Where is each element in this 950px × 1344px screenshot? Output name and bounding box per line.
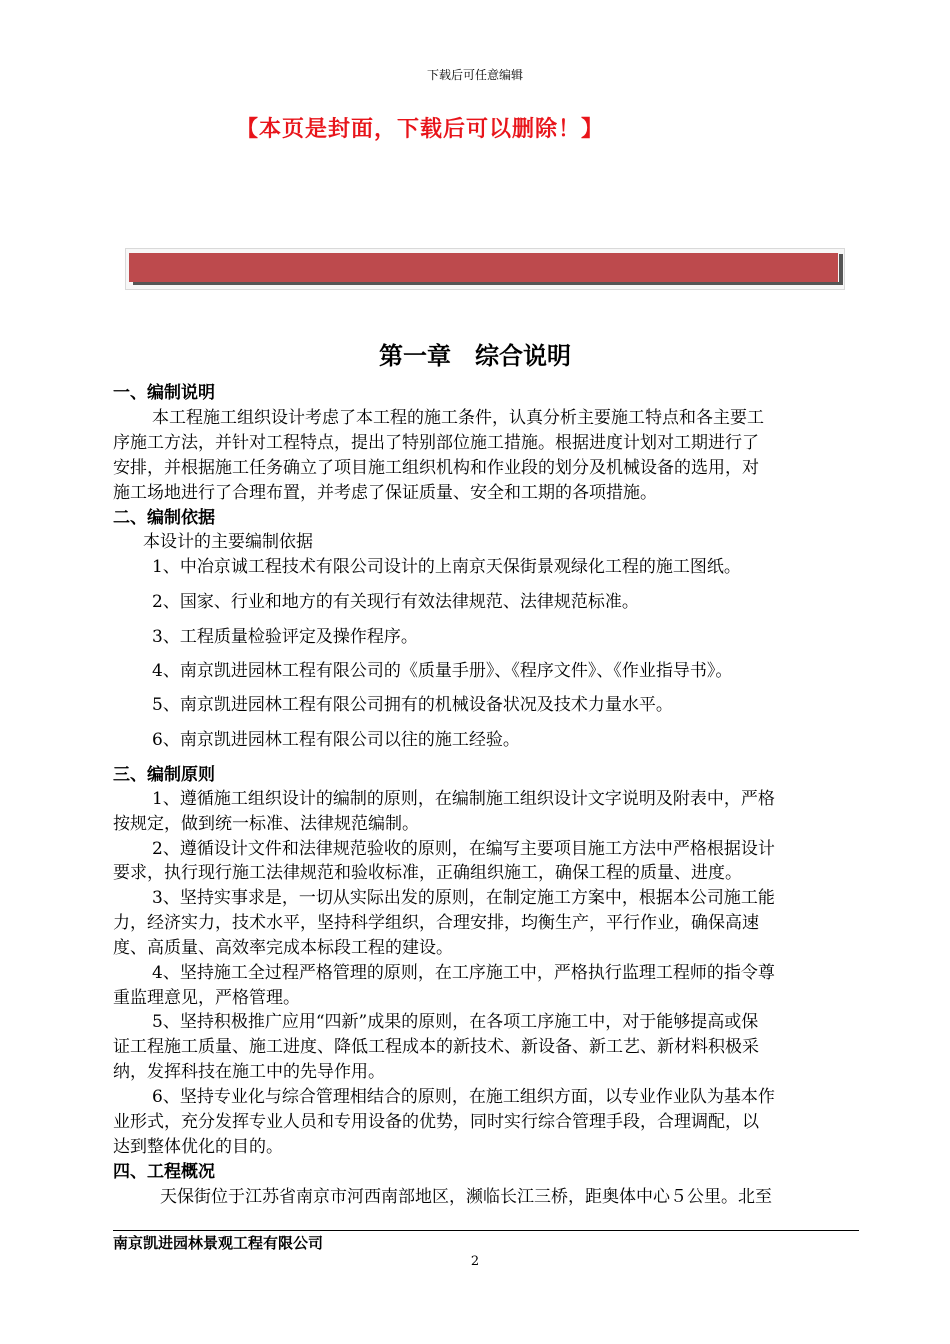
paragraph-line: 序施工方法，并针对工程特点，提出了特别部位施工措施。根据进度计划对工期进行了 <box>113 433 759 453</box>
paragraph-line: 力，经济实力，技术水平，坚持科学组织，合理安排，均衡生产，平行作业，确保高速 <box>113 913 759 933</box>
paragraph-line: 6、坚持专业化与综合管理相结合的原则，在施工组织方面，以专业作业队为基本作 <box>152 1087 775 1107</box>
list-item: 5、南京凯进园林工程有限公司拥有的机械设备状况及技术力量水平。 <box>152 695 673 715</box>
section-intro: 本设计的主要编制依据 <box>143 532 313 552</box>
paragraph-line: 2、遵循设计文件和法律规范验收的原则，在编写主要项目施工方法中严格根据设计 <box>152 839 775 859</box>
paragraph-line: 要求，执行现行施工法律规范和验收标准，正确组织施工，确保工程的质量、进度。 <box>113 863 742 883</box>
paragraph-line: 3、坚持实事求是，一切从实际出发的原则，在制定施工方案中，根据本公司施工能 <box>152 888 775 908</box>
paragraph-line: 按规定，做到统一标准、法律规范编制。 <box>113 814 419 834</box>
page-number: 2 <box>470 1254 480 1269</box>
chapter-title: 第一章 综合说明 <box>379 342 571 370</box>
paragraph-line: 本工程施工组织设计考虑了本工程的施工条件，认真分析主要施工特点和各主要工 <box>152 408 764 428</box>
list-item: 6、南京凯进园林工程有限公司以往的施工经验。 <box>152 730 520 750</box>
paragraph-line: 天保街位于江苏省南京市河西南部地区，濒临长江三桥，距奥体中心５公里。北至 <box>160 1187 772 1207</box>
section-heading-4: 四、工程概况 <box>113 1162 215 1182</box>
paragraph-line: 安排，并根据施工任务确立了项目施工组织机构和作业段的划分及机械设备的选用，对 <box>113 458 759 478</box>
section-heading-2: 二、编制依据 <box>113 508 215 528</box>
paragraph-line: 5、坚持积极推广应用“四新”成果的原则，在各项工序施工中，对于能够提高或保 <box>152 1012 759 1032</box>
list-item: 3、工程质量检验评定及操作程序。 <box>152 627 418 647</box>
list-item: 1、中冶京诚工程技术有限公司设计的上南京天保街景观绿化工程的施工图纸。 <box>152 557 741 577</box>
section-heading-1: 一、编制说明 <box>113 383 215 403</box>
paragraph-line: 业形式，充分发挥专业人员和专用设备的优势，同时实行综合管理手段，合理调配，以 <box>113 1112 759 1132</box>
paragraph-line: 4、坚持施工全过程严格管理的原则，在工序施工中，严格执行监理工程师的指令尊 <box>152 963 775 983</box>
list-item: 4、南京凯进园林工程有限公司的《质量手册》、《程序文件》、《作业指导书》。 <box>152 661 733 681</box>
paragraph-line: 纳，发挥科技在施工中的先导作用。 <box>113 1062 385 1082</box>
paragraph-line: 证工程施工质量、施工进度、降低工程成本的新技术、新设备、新工艺、新材料积极采 <box>113 1037 759 1057</box>
decorative-banner <box>125 248 845 290</box>
paragraph-line: 1、遵循施工组织设计的编制的原则，在编制施工组织设计文字说明及附表中，严格 <box>152 789 775 809</box>
footer-company: 南京凯进园林景观工程有限公司 <box>113 1234 324 1252</box>
footer-divider <box>113 1230 859 1231</box>
paragraph-line: 达到整体优化的目的。 <box>113 1137 283 1157</box>
header-note: 下载后可任意编辑 <box>426 68 523 82</box>
cover-note: 【本页是封面，下载后可以删除！】 <box>236 117 605 142</box>
paragraph-line: 重监理意见，严格管理。 <box>113 988 300 1008</box>
banner-bar <box>129 253 838 282</box>
section-heading-3: 三、编制原则 <box>113 765 215 785</box>
paragraph-line: 度、高质量、高效率完成本标段工程的建设。 <box>113 938 453 958</box>
list-item: 2、国家、行业和地方的有关现行有效法律规范、法律规范标准。 <box>152 592 639 612</box>
banner-shadow-bottom <box>133 282 843 285</box>
paragraph-line: 施工场地进行了合理布置，并考虑了保证质量、安全和工期的各项措施。 <box>113 483 657 503</box>
banner-shadow-right <box>839 254 843 285</box>
